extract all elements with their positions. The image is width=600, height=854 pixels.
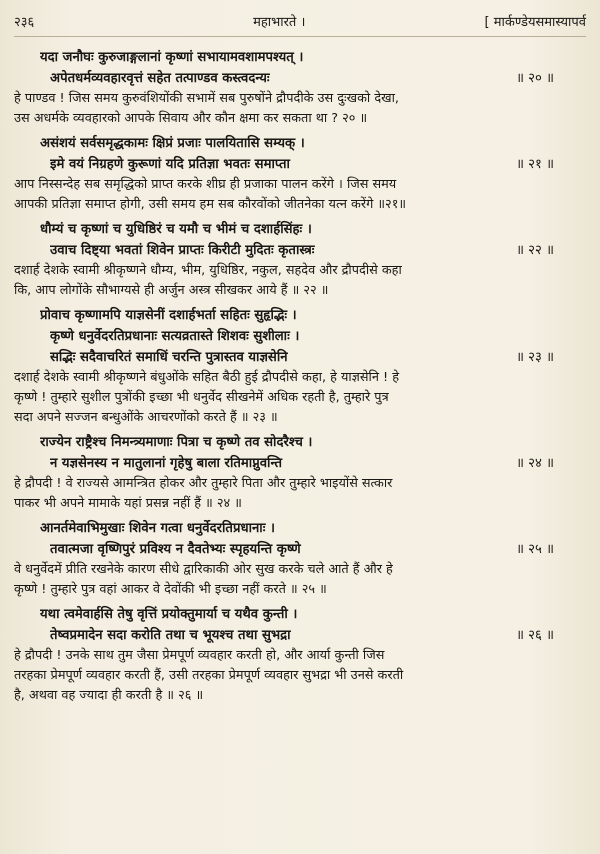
verse-number: ॥ २५ ॥ (516, 542, 554, 557)
verse-text: कृष्णे धनुर्वेदरतिप्रधानाः सत्यव्रतास्ते शिशवः सुशीलाः । (50, 329, 300, 344)
verse-block (14, 133, 586, 215)
hindi-translation-line: कृष्णे ! तुम्हारे पुत्र वहां आकर वे देवोंकी भी इच्छा नहीं करते ॥ २५ ॥ (14, 582, 327, 597)
sanskrit-verse-line (50, 154, 586, 175)
verse-number: ॥ २४ ॥ (516, 456, 554, 471)
sanskrit-verse-line (40, 47, 586, 68)
page-content (14, 47, 586, 706)
hindi-translation-line: है, अथवा वह ज्यादा ही करती है ॥ २६ ॥ (14, 688, 204, 703)
verse-text: यदा जनौघः कुरुजाङ्गलानां कृष्णां सभायामवशामपश्यत् । (40, 50, 304, 65)
hindi-translation-line: हे द्रौपदी ! वे राज्यसे आमन्त्रित होकर और तुम्हारे पिता और तुम्हारे भाइयोंसे सत्कार (14, 476, 393, 491)
verse-number: ॥ २१ ॥ (516, 157, 554, 172)
sanskrit-verse-line (50, 240, 586, 261)
verse-text: उवाच दिष्ट्या भवतां शिवेन प्राप्तः किरीटी मुदितः कृतास्त्रः (50, 243, 315, 258)
verse-number: ॥ २२ ॥ (516, 243, 554, 258)
hindi-translation-line: दशार्ह देशके स्वामी श्रीकृष्णने बंधुओंके सहित बैठी हुई द्रौपदीसे कहा, हे याज्ञसेनि ! हे (14, 370, 400, 385)
verse-text: धौम्यं च कृष्णां च युधिष्ठिरं च यमौ च भीमं च दशार्हसिंहः । (40, 222, 312, 237)
hindi-translation-line: आपकी प्रतिज्ञा समाप्त होगी, उसी समय हम सब कौरवोंको जीतनेका यत्न करेंगे ॥२१॥ (14, 197, 407, 212)
verse-text: अपेतधर्मव्यवहारवृत्तं सहेत तत्पाण्डव कस्त्वदन्यः (50, 71, 270, 86)
page-header (14, 14, 586, 37)
hindi-translation-line: कृष्णे ! तुम्हारे सुशील पुत्रोंकी इच्छा भी धनुर्वेद सीखनेमें अधिक रहती है, तुम्हारे पुत्र (14, 390, 389, 405)
verse-text: प्रोवाच कृष्णामपि याज्ञसेनीं दशार्हभर्ता सहितः सुहृद्भिः । (40, 308, 297, 323)
sanskrit-verse-line (50, 347, 586, 368)
verse-block (14, 305, 586, 428)
sanskrit-verse-line (50, 453, 586, 474)
verse-text: यथा त्वमेवार्हसि तेषु वृत्तिं प्रयोक्तुमार्या च यथैव कुन्ती । (40, 607, 298, 622)
verse-block (14, 47, 586, 129)
sanskrit-verse-line (50, 539, 586, 560)
verse-text: न यज्ञसेनस्य न मातुलानां गृहेषु बाला रतिमाप्नुवन्ति (50, 456, 283, 471)
sanskrit-verse-line (50, 326, 586, 347)
hindi-translation-line: दशार्ह देशके स्वामी श्रीकृष्णने धौम्य, भीम, युधिष्ठिर, नकुल, सहदेव और द्रौपदीसे कहा (14, 263, 402, 278)
section-title: [ मार्कण्डेयसमास्यापर्व (484, 15, 586, 30)
verse-text: इमे वयं निग्रहणे कुरूणां यदि प्रतिज्ञा भवतः समाप्ता (50, 157, 290, 172)
hindi-translation-line: हे पाण्डव ! जिस समय कुरुवंशियोंकी सभामें सब पुरुषोंने द्रौपदीके उस दुःखको देखा, (14, 91, 399, 106)
verse-number: ॥ २० ॥ (516, 71, 554, 86)
verse-block (14, 604, 586, 706)
hindi-translation-line: आप निस्सन्देह सब समृद्धिको प्राप्त करके शीघ्र ही प्रजाका पालन करेंगे । जिस समय (14, 177, 397, 192)
sanskrit-verse-line (50, 68, 586, 89)
hindi-translation-line: उस अधर्मके व्यवहारको आपके सिवाय और कौन क्षमा कर सकता था ? २० ॥ (14, 111, 368, 126)
hindi-translation-line: सदा अपने सज्जन बन्धुओंके आचरणोंको करते हैं ॥ २३ ॥ (14, 410, 278, 425)
verse-block (14, 432, 586, 514)
hindi-translation-line: तरहका प्रेमपूर्ण व्यवहार करती हैं, उसी तरहका प्रेमपूर्ण व्यवहार सुभद्रा भी उनसे करती (14, 668, 404, 683)
verse-text: आनर्तमेवाभिमुखाः शिवेन गत्वा धनुर्वेदरतिप्रधानाः । (40, 521, 275, 536)
verse-text: राज्येन राष्ट्रैश्च निमन्त्र्यमाणाः पित्रा च कृष्णे तव सोदरैश्च । (40, 435, 313, 450)
verse-block (14, 518, 586, 600)
hindi-translation-line: पाकर भी अपने मामाके यहां प्रसन्न नहीं हैं ॥ २४ ॥ (14, 496, 242, 511)
hindi-translation-line: वे धनुर्वेदमें प्रीति रखनेके कारण सीधे द्वारिकाकी ओर सुख करके चले आते हैं और हे (14, 562, 393, 577)
verse-text: सद्भिः सदैवाचरितं समाधिं चरन्ति पुत्रास्तव याज्ञसेनि (50, 350, 288, 365)
verse-number: ॥ २३ ॥ (516, 350, 554, 365)
hindi-translation-line: कि, आप लोगोंके सौभाग्यसे ही अर्जुन अस्त्र सीखकर आये हैं ॥ २२ ॥ (14, 283, 329, 298)
sanskrit-verse-line (40, 518, 586, 539)
verse-text: असंशयं सर्वसमृद्धकामः क्षिप्रं प्रजाः पालयितासि सम्यक् । (40, 136, 305, 151)
verse-text: तवात्मजा वृष्णिपुरं प्रविश्य न दैवतेभ्यः स्पृहयन्ति कृष्णे (50, 542, 301, 557)
sanskrit-verse-line (40, 432, 586, 453)
page-number: २३६ (14, 15, 35, 30)
sanskrit-verse-line (40, 604, 586, 625)
hindi-translation-line: हे द्रौपदी ! उनके साथ तुम जैसा प्रेमपूर्ण व्यवहार करती हो, और आर्या कुन्ती जिस (14, 648, 385, 663)
sanskrit-verse-line (40, 305, 586, 326)
running-title: महाभारते । (253, 15, 306, 30)
verse-number: ॥ २६ ॥ (516, 628, 554, 643)
sanskrit-verse-line (50, 625, 586, 646)
sanskrit-verse-line (40, 133, 586, 154)
verse-block (14, 219, 586, 301)
sanskrit-verse-line (40, 219, 586, 240)
verse-text: तेष्वप्रमादेन सदा करोति तथा च भूयश्च तथा सुभद्रा (50, 628, 291, 643)
